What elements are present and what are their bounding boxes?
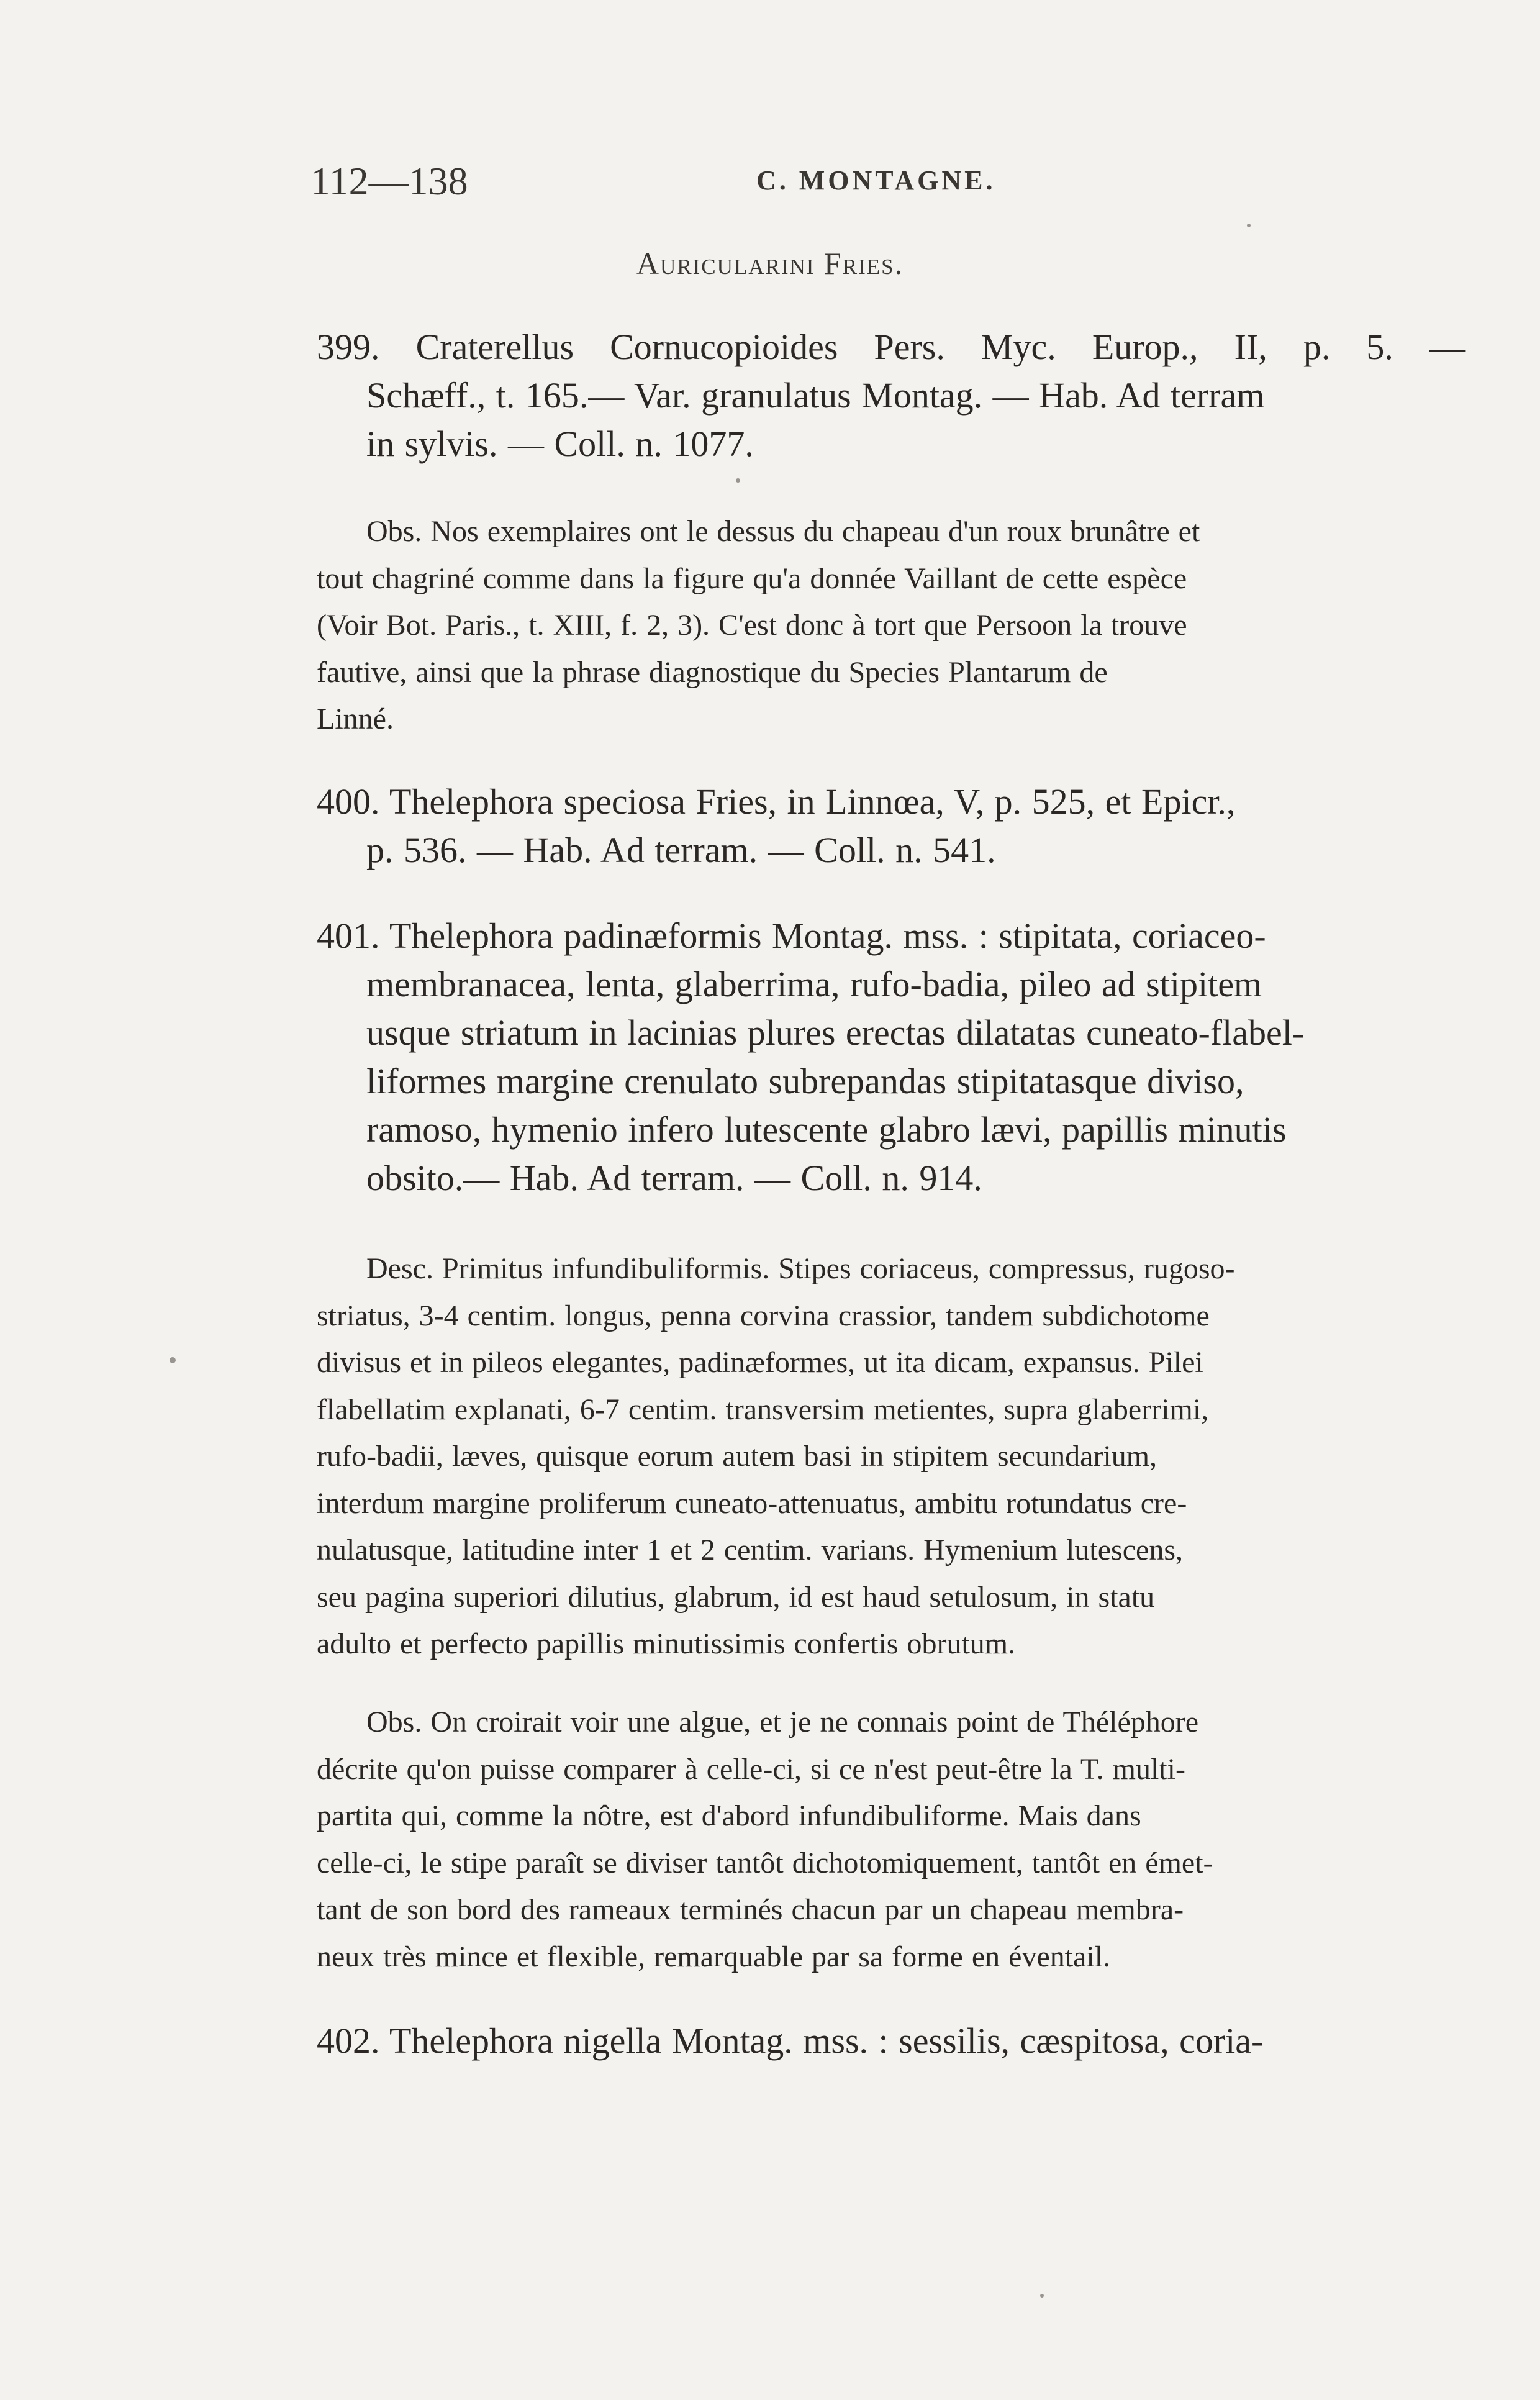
entry-402-line-1: 402. Thelephora nigella Montag. mss. : sessilis, cæspitosa, coria- [317, 2020, 1264, 2061]
entry-400 [317, 778, 1465, 875]
desc-401-line-7: nulatusque, latitudine inter 1 et 2 centim. varians. Hymenium lutescens, [317, 1534, 1183, 1566]
obs-399-line-4: fautive, ainsi que la phrase diagnostique du Species Plantarum de [317, 655, 1108, 689]
paper-speck [1247, 224, 1251, 227]
obs-399 [317, 508, 1465, 743]
entry-401-line-2: membranacea, lenta, glaberrima, rufo-badia, pileo ad stipitem [366, 964, 1262, 1004]
obs-399-line-2: tout chagriné comme dans la figure qu'a donnée Vaillant de cette espèce [317, 561, 1187, 595]
entry-400-line-1: 400. Thelephora speciosa Fries, in Linnœa, V, p. 525, et Epicr., [317, 781, 1236, 822]
obs-399-line-5: Linné. [317, 702, 394, 735]
entry-399-line-1: 399. Craterellus Cornucopioides Pers. Myc. Europ., II, p. 5. — [317, 327, 1465, 367]
paper-speck [736, 478, 740, 483]
running-head: C. MONTAGNE. [756, 165, 996, 196]
obs-399-line-3: (Voir Bot. Paris., t. XIII, f. 2, 3). C'est donc à tort que Persoon la trouve [317, 609, 1187, 642]
page-number: 112—138 [310, 159, 468, 203]
entry-401-line-5: ramoso, hymenio infero lutescente glabro lævi, papillis minutis [366, 1109, 1287, 1150]
page-header [310, 158, 1043, 208]
obs-401-line-3: partita qui, comme la nôtre, est d'abord infundibuliforme. Mais dans [317, 1799, 1141, 1832]
entry-401-line-3: usque striatum in lacinias plures erectas dilatatas cuneato-flabel- [366, 1012, 1305, 1053]
desc-401-line-2: striatus, 3-4 centim. longus, penna corvina crassior, tandem subdichotome [317, 1299, 1210, 1332]
obs-399-line-1: Obs. Nos exemplaires ont le dessus du chapeau d'un roux brunâtre et [366, 515, 1200, 548]
entry-399 [317, 323, 1465, 468]
desc-401-line-8: seu pagina superiori dilutius, glabrum, id est haud setulosum, in statu [317, 1580, 1155, 1614]
paper-speck [170, 1357, 176, 1363]
entry-401-line-4: liformes margine crenulato subrepandas stipitatasque diviso, [366, 1061, 1244, 1101]
obs-401-line-4: celle-ci, le stipe paraît se diviser tantôt dichotomiquement, tantôt en émet- [317, 1846, 1213, 1880]
obs-401-line-1: Obs. On croirait voir une algue, et je ne connais point de Théléphore [366, 1706, 1199, 1739]
desc-401-line-3: divisus et in pileos elegantes, padinæformes, ut ita dicam, expansus. Pilei [317, 1346, 1203, 1379]
entry-402 [317, 2017, 1465, 2065]
entry-400-line-2: p. 536. — Hab. Ad terram. — Coll. n. 541. [366, 830, 996, 870]
desc-401-line-1: Desc. Primitus infundibuliformis. Stipes coriaceus, compressus, rugoso- [366, 1252, 1235, 1285]
desc-401-line-9: adulto et perfecto papillis minutissimis confertis obrutum. [317, 1627, 1016, 1660]
entry-401 [317, 912, 1465, 1202]
desc-401-line-4: flabellatim explanati, 6-7 centim. transversim metientes, supra glaberrimi, [317, 1393, 1209, 1426]
desc-401-line-5: rufo-badii, læves, quisque eorum autem basi in stipitem secundarium, [317, 1440, 1157, 1473]
obs-401 [317, 1699, 1465, 1980]
paper-speck [1040, 2294, 1044, 2298]
entry-399-line-3: in sylvis. — Coll. n. 1077. [366, 424, 754, 464]
obs-401-line-5: tant de son bord des rameaux terminés chacun par un chapeau membra- [317, 1893, 1184, 1926]
entry-399-line-2: Schæff., t. 165.— Var. granulatus Montag. — Hab. Ad terram [366, 375, 1265, 416]
obs-401-line-6: neux très mince et flexible, remarquable par sa forme en éventail. [317, 1940, 1111, 1973]
desc-401-line-6: interdum margine proliferum cuneato-attenuatus, ambitu rotundatus cre- [317, 1486, 1187, 1520]
obs-401-line-2: décrite qu'on puisse comparer à celle-ci, si ce n'est peut-être la T. multi- [317, 1752, 1185, 1786]
entry-401-line-6: obsito.— Hab. Ad terram. — Coll. n. 914. [366, 1158, 982, 1198]
section-title: Auricularini Fries. [636, 246, 904, 281]
desc-401 [317, 1245, 1465, 1668]
entry-401-line-1: 401. Thelephora padinæformis Montag. mss. : stipitata, coriaceo- [317, 916, 1266, 956]
